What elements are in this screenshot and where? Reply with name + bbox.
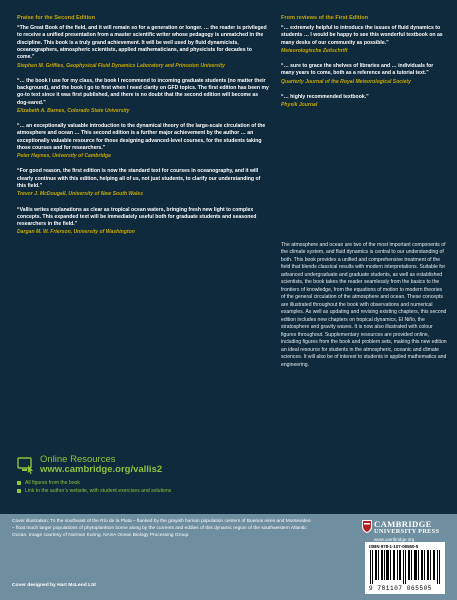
quote-text: “… an exceptionally valuable introduction to the dynamical theory of the large-scale circulation of the atmosphere and ocean … This second edition is a further major achievement by the author … an exceptionally valuable resource for those designing advanced-level courses, for the students taking those courses and for researchers.” <box>17 123 266 151</box>
cambridge-shield-icon <box>362 520 372 533</box>
quote-physik <box>281 94 446 109</box>
quote-text: “… extremely helpful to introduce the issues of fluid dynamics to students … I would be happy to see this wonderful textbook on as many desks of our community as possible.” <box>281 25 443 46</box>
online-resources-title: Online Resources <box>40 454 116 465</box>
quote-text: “The Great Book of the field, and it will remain so for a generation or longer. … the reader is privileged to receive a unified presentation from a master scientific writer whose pedagogy is unmatched in the discipline. This book is a truly grand achievement. It will be well used by fluid dynamicists, oceanographers, atmospheric scientists, applied mathematicians, and physicists for decades to come.” <box>17 25 267 61</box>
quote-source: Quarterly Journal of the Royal Meteorological Society <box>281 78 411 85</box>
quote-source: Elizabeth A. Barnes, Colorado State University <box>17 107 130 114</box>
bullet-square-icon <box>17 481 21 485</box>
quote-griffies <box>17 25 269 70</box>
online-item <box>17 488 267 494</box>
cover-illustration-credit: Cover illustration: To the southeast of the Río de la Plata – flanked by the grayish human population centers of Buenos Aires and Montevideo – float much larger populations of phytoplankton borne along by the currents and eddies of this dynamic region of the southwestern Atlantic Ocean. Image courtesy of Norman Kuring, NASA Ocean Biology Processing Group. <box>12 519 311 538</box>
online-resources-link[interactable]: www.cambridge.org/vallis2 <box>40 463 163 475</box>
online-resources <box>17 455 267 494</box>
quote-barnes <box>17 78 269 115</box>
quote-source: Trevor J. McDougall, University of New South Wales <box>17 191 144 198</box>
first-edition-reviews <box>281 15 446 117</box>
barcode <box>365 542 445 594</box>
quote-meteorologische <box>281 25 446 55</box>
bullet-square-icon <box>17 489 21 493</box>
quote-source: Stephen M. Griffies, Geophysical Fluid Dynamics Laboratory and Princeton University <box>17 62 225 69</box>
second-edition-praise <box>17 15 269 245</box>
quote-haynes <box>17 123 269 160</box>
publisher-name-line2: UNIVERSITY PRESS <box>374 527 440 535</box>
publisher-url: www.cambridge.org <box>374 537 415 543</box>
quote-source: Dargan M. W. Frierson, University of Washington <box>17 229 135 236</box>
isbn: ISBN 978-1-107-06550-5 <box>369 544 419 549</box>
quote-text: “… sure to grace the shelves of libraries and … individuals for many years to come, both as a reference and a tutorial text.” <box>281 63 434 77</box>
quote-mcdougall <box>17 168 269 198</box>
quote-source: Physik Journal <box>281 102 318 109</box>
cover-designer-credit: Cover designed by Hart McLeod Ltd <box>12 583 96 588</box>
publisher-name-line1: CAMBRIDGE <box>374 519 432 529</box>
online-item-label: All figures from the book <box>25 479 80 486</box>
quote-text: “… the book I use for my class, the book I recommend to incoming graduate students (no matter their background), and the book I go to first when I need clarity on GFD topics. The first edition has been my go-to text since it was first published, and there is no doubt that the second edition will become as dog-eared.” <box>17 77 269 106</box>
quote-text: “… highly recommended textbook.” <box>281 93 369 100</box>
barcode-number: 9 781107 065505 <box>369 585 433 592</box>
quote-text: “Vallis writes explanations as clear as tropical ocean waters, bringing fresh new light to complex concepts. This expanded text will be immediately useful both for graduate students and seasoned researchers in the field.” <box>17 206 257 228</box>
second-edition-heading: Praise for the Second Edition <box>17 15 96 21</box>
quote-source: Peter Haynes, University of Cambridge <box>17 153 111 160</box>
first-edition-heading: From reviews of the First Edition <box>281 15 369 21</box>
computer-mouse-icon <box>17 457 35 474</box>
quote-text: “For good reason, the first edition is now the standard text for courses in oceanography, and it will clearly continue with this edition, helping all of us, not just students, to clarify our understanding of this field.” <box>17 168 261 190</box>
online-item <box>17 480 267 486</box>
online-item-label: Link to the author’s website, with student exercises and solutions <box>25 487 172 494</box>
publisher-logo <box>362 520 442 542</box>
quote-frierson <box>17 207 269 237</box>
quote-qjrms <box>281 63 446 86</box>
book-description: The atmosphere and ocean are two of the most important components of the climate system, and fluid dynamics is central to our understanding of both. This book provides a unified and comprehensive treatment of the field that blends classical results with modern interpretations. Suitable for advanced undergraduate and graduate students, as well as established scientists, the book takes the reader seamlessly from the basics to the frontiers of knowledge, from the equations of motion to modern theories of the general circulation of the atmosphere and ocean. These concepts are illustrated throughout the book with observations and numerical examples. As well as updating and revising existing chapters, this second edition includes new chapters on tropical dynamics, El Niño, the stratosphere and gravity waves. It is now also illustrated with colour figures throughout. Supplementary resources are provided online, including figures from the book and problem sets, making this new edition an ideal resource for students in the atmospheric, oceanic and climate sciences. It will also be of interest to students in applied mathematics and engineering. <box>281 242 447 368</box>
barcode-bars <box>368 550 442 584</box>
quote-source: Meteorologische Zeitschrift <box>281 47 348 54</box>
